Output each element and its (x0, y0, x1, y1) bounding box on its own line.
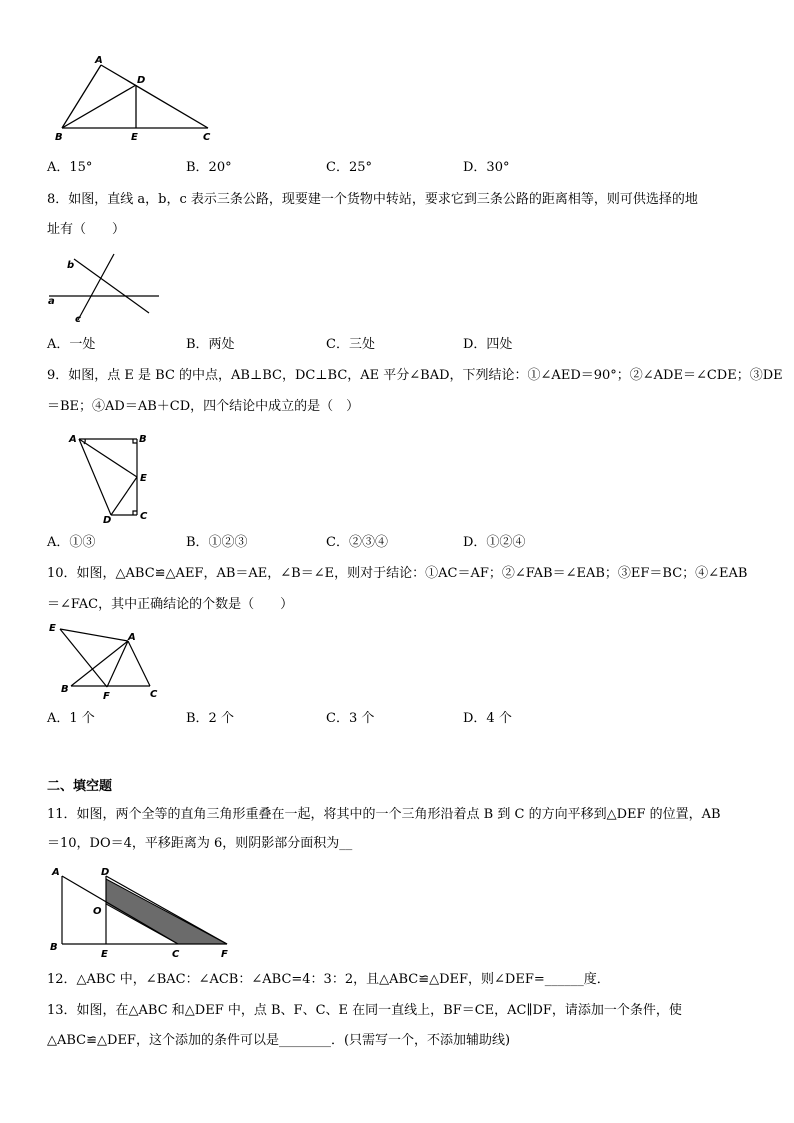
q10-label-e: E (49, 623, 56, 634)
q9-option-a: A．①③ (47, 535, 96, 550)
q10-option-c: C．3 个 (326, 711, 375, 726)
q11-label-c: C (172, 949, 180, 960)
q8-figure (45, 250, 165, 326)
q9-option-d: D．①②④ (463, 535, 526, 550)
q8-option-a: A．一处 (47, 337, 96, 352)
q10-line-af (107, 641, 128, 687)
q9-line-ad (79, 439, 111, 515)
q7-label-a: A (95, 55, 103, 66)
q12-text-line1: 12．△ABC 中，∠BAC：∠ACB：∠ABC=4：3：2，且△ABC≌△DEF，则∠DEF=______度． (47, 972, 610, 987)
q9-figure (62, 428, 162, 526)
q8-text-line1: 8．如图，直线 a，b，c 表示三条公路，现要建一个货物中转站，要求它到三条公路的距离相等，则可供选择的地 (47, 192, 698, 207)
q13-text-line1: 13．如图，在△ABC 和△DEF 中，点 B、F、C、E 在同一直线上，BF＝CE，AC∥DF，请添加一个条件，使 (47, 1003, 682, 1018)
q11-label-o: O (93, 906, 102, 917)
q8-label-c: c (75, 314, 81, 325)
q7-label-b: B (55, 132, 63, 143)
q10-label-c: C (150, 689, 158, 700)
q11-text-line1: 11．如图，两个全等的直角三角形重叠在一起，将其中的一个三角形沿着点 B 到 C 的方向平移到△DEF 的位置，AB (47, 807, 721, 822)
q7-option-c: C．25° (326, 160, 372, 175)
q10-line-ef (60, 629, 107, 687)
q7-figure (55, 52, 220, 147)
q9-line-ae (79, 439, 137, 477)
q10-text-line2: ＝∠FAC，其中正确结论的个数是（ ） (47, 597, 294, 612)
q7-label-c: C (203, 132, 211, 143)
q7-option-d: D．30° (463, 160, 510, 175)
q11-label-f: F (221, 949, 228, 960)
q7-line-bd (62, 85, 136, 128)
q9-line-de (111, 477, 137, 515)
q10-line-ea (60, 629, 128, 641)
q7-label-e: E (131, 132, 138, 143)
q7-option-a: A．15° (47, 160, 93, 175)
q8-label-a: a (48, 296, 55, 307)
q9-label-c: C (140, 511, 148, 522)
q8-text-line2: 址有（ ） (47, 222, 126, 237)
q11-text-line2: ＝10，DO＝4，平移距离为 6，则阴影部分面积为__ (47, 836, 353, 851)
q8-option-b: B．两处 (186, 337, 235, 352)
q10-option-a: A．1 个 (47, 711, 95, 726)
q8-option-c: C．三处 (326, 337, 375, 352)
q8-option-d: D．四处 (463, 337, 513, 352)
q9-label-e: E (140, 473, 147, 484)
q10-option-d: D．4 个 (463, 711, 512, 726)
q10-figure (46, 620, 166, 705)
q7-label-d: D (137, 75, 146, 86)
q11-label-a: A (52, 867, 60, 878)
q10-label-a: A (128, 632, 136, 643)
q8-label-b: b (67, 260, 75, 271)
q11-label-d: D (101, 867, 110, 878)
q9-label-b: B (139, 434, 147, 445)
q7-line-ab (62, 65, 101, 128)
q10-option-b: B．2 个 (186, 711, 234, 726)
q11-figure (44, 864, 244, 959)
q13-text-line2: △ABC≌△DEF，这个添加的条件可以是________．(只需写一个，不添加辅助线) (47, 1033, 511, 1048)
q8-line-c (78, 254, 114, 320)
q9-option-b: B．①②③ (186, 535, 248, 550)
q10-text-line1: 10．如图，△ABC≌△AEF，AB＝AE，∠B＝∠E，则对于结论：①AC＝AF；②∠FAB＝∠EAB；③EF＝BC；④∠EAB (47, 566, 748, 581)
q8-line-b (74, 259, 149, 313)
q10-line-ac (128, 641, 150, 686)
q9-right-angle-b (133, 439, 137, 443)
section-heading-fill-in: 二、填空题 (47, 779, 113, 794)
q10-label-b: B (61, 684, 69, 695)
q9-option-c: C．②③④ (326, 535, 388, 550)
q9-text-line1: 9．如图，点 E 是 BC 的中点，AB⊥BC，DC⊥BC，AE 平分∠BAD，下列结论：①∠AED＝90°；②∠ADE＝∠CDE；③DE (47, 368, 783, 383)
q9-label-d: D (103, 515, 112, 526)
q9-label-a: A (69, 434, 77, 445)
q11-label-b: B (50, 942, 58, 953)
q7-option-b: B．20° (186, 160, 232, 175)
q9-angle-arc (84, 439, 85, 444)
q11-label-e: E (101, 949, 108, 960)
q10-label-f: F (103, 691, 110, 702)
q10-line-ab (71, 641, 128, 686)
q9-text-line2: ＝BE；④AD＝AB＋CD，四个结论中成立的是（ ） (47, 399, 360, 414)
